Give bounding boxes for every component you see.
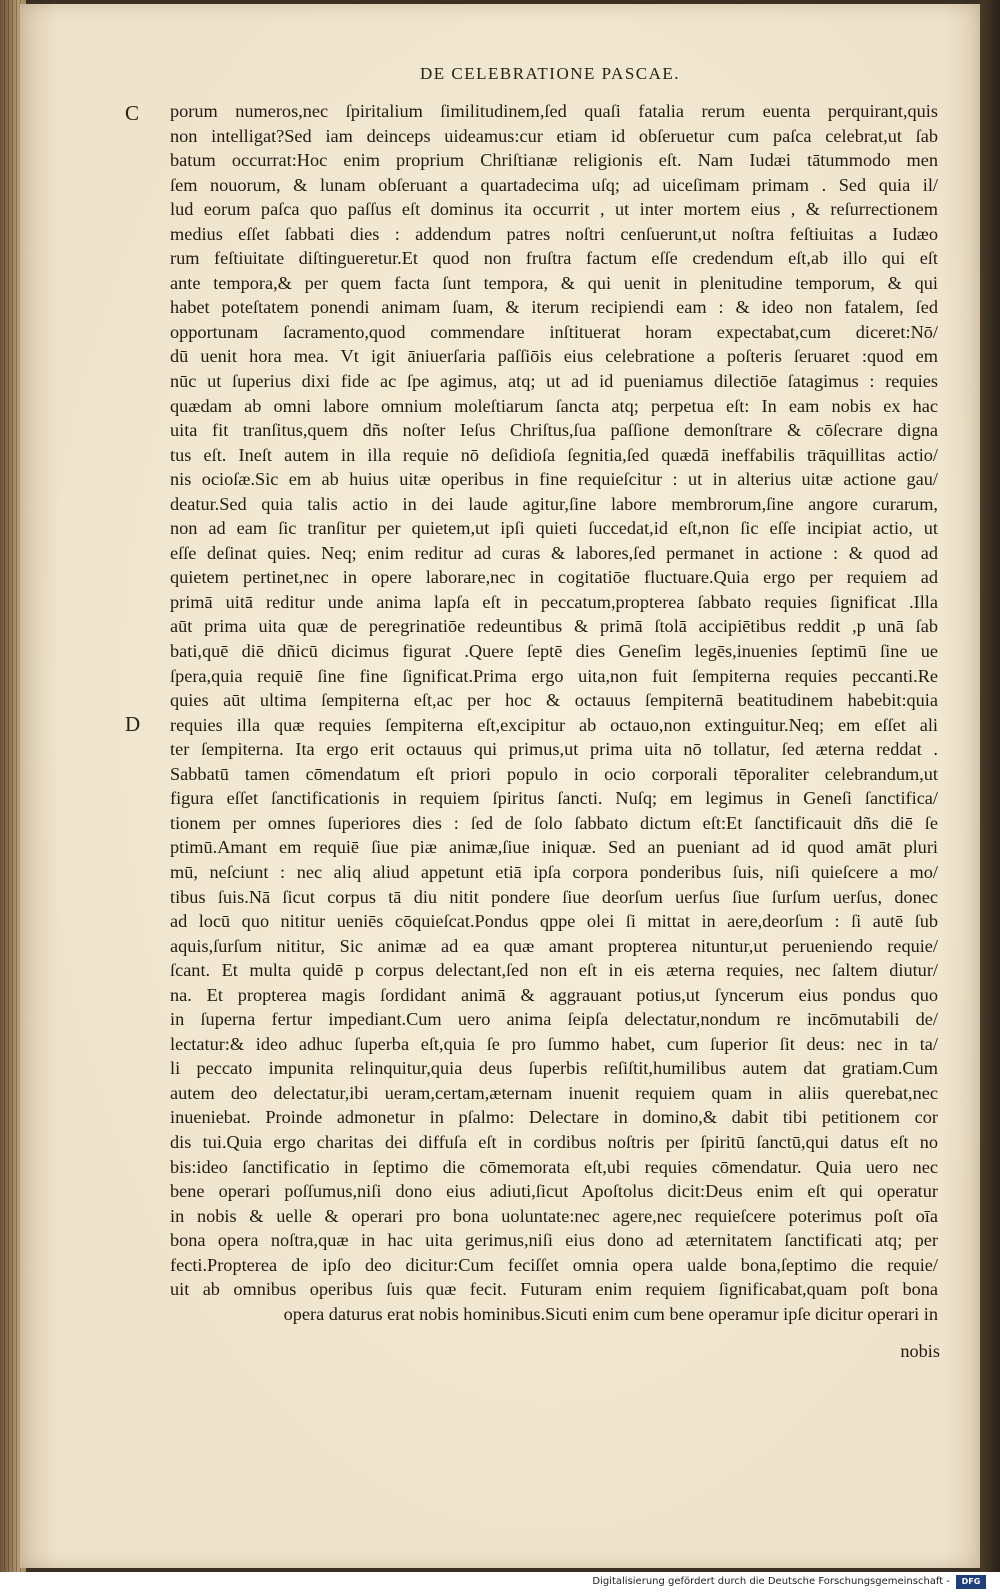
margin-letter-c: C xyxy=(125,101,140,125)
text-line: tionem per omnes ſuperiores dies : ſed de ſolo ſabbato dictum eſt:Et ſanctificauit dñs diē ſe xyxy=(170,812,938,833)
text-line: nis ocioſæ.Sic em ab huius uitæ operibus in fine requieſcitur : ut in alterius uitæ actione gau/ xyxy=(170,469,938,490)
text-line: fecti.Propterea de ipſo deo dicitur:Cum feciſſet omnia opera ualde bona,ſeptimo die requie/ xyxy=(170,1254,938,1275)
text-line: rum feſtiuitate diſtingueretur.Et quod non fruſtra factum eſſe credendum eſt,ab illo qui eſt xyxy=(170,248,938,269)
text-line: ſem nouorum, & lunam obſeruant a quartadecima uſq; ad uiceſimam primam . Sed quia il/ xyxy=(170,174,938,195)
text-line: bene operari poſſumus,niſi dono eius adiuti,ſicut Apoſtolus dicit:Deus enim eſt qui operatur xyxy=(170,1181,938,1202)
text-line: lectatur:& ideo adhuc ſuperba eſt,quia ſe pro ſummo habet, cum ſuperior ſit deus: nec in ta/ xyxy=(170,1033,938,1054)
text-line: inueniebat. Proinde admonetur in pſalmo: Delectare in domino,& dabit tibi petitionem cor xyxy=(170,1107,938,1128)
text-line: non intelligat?Sed iam deinceps uideamus:cur etiam id obſeruetur cum paſca celebrat,ut ſab xyxy=(170,125,938,146)
text-line: primā uitā reditur unde anima lapſa eſt in peccatum,propterea ſabbato requies ſignificat .Illa xyxy=(170,591,938,612)
text-line: bati,quē diē dñicū dicimus figurat .Quere ſeptē dies Geneſim legēs,inuenies ſeptimū ſine ue xyxy=(170,641,938,662)
catchword: nobis xyxy=(900,1341,940,1361)
text-line: na. Et propterea magis ſordidant animā & aggrauant potius,ut ſyncerum eius pondus quo xyxy=(170,984,938,1005)
text-line: autem deo delectatur,ibi ueram,certam,æternam inuenit requiem quam in aliis querebat,nec xyxy=(170,1082,938,1103)
text-line: bis:ideo ſanctificatio in ſeptimo die cōmemorata eſt,ubi requies cōmendatur. Quia uero nec xyxy=(170,1156,938,1177)
text-line: deatur.Sed quia talis actio in dei laude agitur,ſine labore membrorum,ſine angore curarum, xyxy=(170,493,938,514)
right-edge xyxy=(980,0,1000,1572)
text-line: requies illa quæ requies ſempiterna eſt,excipitur ab octauo,non extinguitur.Neq; em eſſet ali xyxy=(170,714,938,735)
text-line: medius eſſet ſabbati dies : addendum patres noſtri cenſuerunt,ut noſtra feſtiuitas a Iudæo xyxy=(170,223,938,244)
text-line: dis tui.Quia ergo charitas dei diffuſa eſt in cordibus noſtris per ſpiritū ſanctū,qui datus eſt no xyxy=(170,1131,938,1152)
text-line: non ad eam ſic tranſitur per quietem,ut ipſi quieti ſuccedat,id eſt,non ſic eſſe incipiat actio, ut xyxy=(170,518,938,539)
text-line: ſpera,quia requiē ſine fine ſignificat.Prima ergo uita,non fuit ſempiterna requies peccanti.Re xyxy=(170,665,938,686)
text-line: nūc ut ſuperius dixi fide ac ſpe agimus, atq; ut ad id pueniamus dilectiōe ſatagimus : requies xyxy=(170,371,938,392)
text-line: uit ab omnibus operibus ſuis quæ fecit. Futuram enim requiem ſignificabat,quam poſt bona xyxy=(170,1279,938,1300)
text-line: aūt prima uita quæ de peregrinatiōe redeuntibus & primā ſtolā accipiētibus reddit ,p unā ſab xyxy=(170,616,938,637)
text-line: quietem pertinet,nec in opere laborare,nec in cogitatiōe fluctuare.Quia ergo per requiem ad xyxy=(170,567,938,588)
text-line: figura eſſet ſanctificationis in requiem ſpiritus ſancti. Nuſq; em legimus in Geneſi ſanctifica/ xyxy=(170,788,938,809)
running-head: DE CELEBRATIONE PASCAE. xyxy=(419,64,681,83)
text-line: Sabbatū tamen cōmendatum eſt priori populo in ocio corporali tēporaliter celebrandum,ut xyxy=(170,763,938,784)
text-line: porum numeros,nec ſpiritalium ſimilitudinem,ſed quaſi fatalia rerum euenta perquirant,quis xyxy=(170,101,938,121)
text-line: eſſe deſinat quies. Neq; enim reditur ad curas & labores,ſed permanet in actione : & quod ad xyxy=(170,542,938,563)
text-line: ſcant. Et multa quidē p corpus delectant,ſed non eſt in eis æterna requies, nec ſaltem diutur/ xyxy=(170,960,938,981)
text-line: quædam ab omni labore omnium moleſtiarum ſancta atq; perpetua eſt: In eam nobis ex hac xyxy=(170,395,938,416)
text-line: uita fit tranſitus,quem dñs noſter Ieſus Chriſtus,ſua paſſione demonſtrare & cōſecrare digna xyxy=(170,420,938,441)
body-text xyxy=(170,99,938,1326)
text-line: li peccato impunita relinquitur,quia deus ſuperbis reſiſtit,humilibus autem dat gratiam.Cum xyxy=(170,1058,938,1079)
footer-credit: Digitalisierung gefördert durch die Deutsche Forschungsgemeinschaft - xyxy=(592,1576,950,1587)
text-line: in nobis & uelle & operari pro bona uoluntate:nec agere,nec requieſcere poterimus poſt oīa xyxy=(170,1205,938,1226)
text-line: batum occurrat:Hoc enim proprium Chriſtianæ religionis eſt. Nam Iudæi tātummodo men xyxy=(170,150,938,171)
text-line: habet poteſtatem ponendi animam ſuam, & iterum recipiendi eam : & ideo non fatalem, ſed xyxy=(170,297,938,318)
text-line: ptimū.Amant em requiē ſiue piæ animæ,ſiue iniquæ. Sed an pueniant ad id quod amāt pluri xyxy=(170,837,938,858)
text-line: ante tempora,& per quem facta ſunt tempora, & qui uenit in plenitudine temporum, & qui xyxy=(170,272,938,293)
text-line: tus eſt. Ineſt autem in illa requie nō deſidioſa ſegnitia,ſed quædā ineffabilis trāquillitas actio/ xyxy=(170,444,938,465)
text-line: mū, neſciunt : nec aliq aliud appetunt etiā ipſa corpora ponderibus ſuis, niſi quieſcere a mo/ xyxy=(170,861,938,882)
text-line: dū uenit hora mea. Vt igit āniuerſaria paſſiōis eius celebratione a poſteris ſeruaret :quod em xyxy=(170,346,938,367)
margin-letter-d: D xyxy=(125,712,141,736)
dfg-logo: DFG xyxy=(956,1575,986,1589)
text-line: ter ſempiterna. Ita ergo erit octauus qui primus,ut prima uita nō tollatur, ſed æterna reddat . xyxy=(170,739,938,760)
text-line: opportunam ſacramento,quod commendare inſtituerat horam expectabat,cum diceret:Nō/ xyxy=(170,321,938,342)
text-line: tibus ſuis.Nā ſicut corpus tā diu nitit pondere ſiue deorſum uerſus ſiue ſurſum uerſus, donec xyxy=(170,886,938,907)
text-line: opera daturus erat nobis hominibus.Sicuti enim cum bene operamur ipſe dicitur operari in xyxy=(283,1303,938,1324)
text-line: lud eorum paſca quo paſſus eſt dominus ita occurrit , ut inter mortem eius , & reſurrectionem xyxy=(170,199,938,220)
footer xyxy=(0,1572,1000,1594)
text-line: aquis,ſurſum nititur, Sic animæ ad ea quæ amant propterea nituntur,ut perueniendo requie/ xyxy=(170,935,938,956)
text-line: quies aūt ultima ſempiterna eſt,ac per hoc & octauus ſempiternā beatitudinem habebit:quia xyxy=(170,690,938,711)
text-line: in ſuperna fertur impediant.Cum uero anima ſeipſa delectatur,nondum re incōmutabili de/ xyxy=(170,1009,938,1030)
text-line: ad locū quo nititur ueniēs cōquieſcat.Pondus qppe olei ſi mittat in aere,deorſum : ſi autē ſub xyxy=(170,911,938,932)
text-line: bona opera noſtra,quæ in hac uita gerimus,niſi eius dono ad æternitatem ſanctificati atq; per xyxy=(170,1230,938,1251)
